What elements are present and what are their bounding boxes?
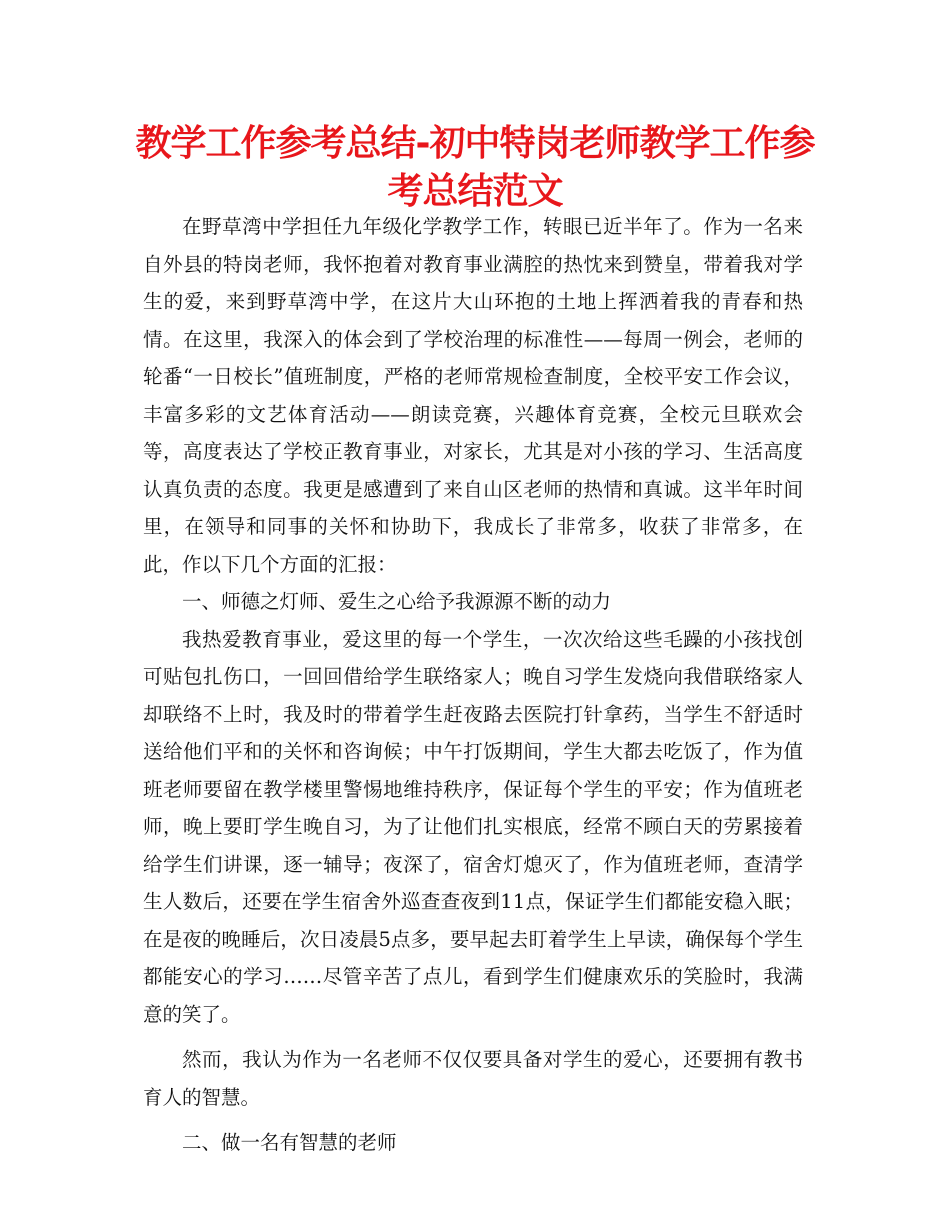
- paragraph-transition: 然而，我认为作为一名老师不仅仅要具备对学生的爱心，还要拥有教书育人的智慧。: [143, 1048, 803, 1109]
- paragraph-intro: 在野草湾中学担任九年级化学教学工作，转眼已近半年了。作为一名来自外县的特岗老师，我怀抱着对教育事业满腔的热忱来到赞皇，带着我对学生的爱，来到野草湾中学，在这片大山环抱的土地上挥洒着我的青春和热情。在这里，我深入的体会到了学校治理的标准性——每周一例会，老师的轮番“一日校长”值班制度，严格的老师常规检查制度，全校平安工作会议，丰富多彩的文艺体育活动——朗读竞赛，兴趣体育竞赛，全校元旦联欢会等，高度表达了学校正教育事业，对家长，尤其是对小孩的学习、生活高度认真负责的态度。我更是感遭到了来自山区老师的热情和真诚。这半年时间里，在领导和同事的关怀和协助下，我成长了非常多，收获了非常多，在此，作以下几个方面的汇报：: [143, 215, 803, 576]
- document-body: [143, 208, 803, 1162]
- section-heading-1: 一、师德之灯师、爱生之心给予我源源不断的动力: [182, 590, 612, 613]
- document-title: 教学工作参考总结-初中特岗老师教学工作参考总结范文: [135, 123, 815, 212]
- section-heading-2: 二、做一名有智慧的老师: [182, 1131, 397, 1154]
- paragraph-section-1: 我热爱教育事业，爱这里的每一个学生，一次次给这些毛躁的小孩找创可贴包扎伤口，一回回借给学生联络家人；晚自习学生发烧向我借联络家人却联络不上时，我及时的带着学生赶夜路去医院打针拿药，当学生不舒适时送给他们平和的关怀和咨询候；中午打饭期间，学生大都去吃饭了，作为值班老师要留在教学楼里警惕地维持秩序，保证每个学生的平安；作为值班老师，晚上要盯学生晚自习，为了让他们扎实根底，经常不顾白天的劳累接着给学生们讲课，逐一辅导；夜深了，宿舍灯熄灭了，作为值班老师，查清学生人数后，还要在学生宿舍外巡查查夜到11点，保证学生们都能安稳入眠；在是夜的晚睡后，次日凌晨5点多，要早起去盯着学生上早读，确保每个学生都能安心的学习……尽管辛苦了点儿，看到学生们健康欢乐的笑脸时，我满意的笑了。: [143, 627, 803, 1026]
